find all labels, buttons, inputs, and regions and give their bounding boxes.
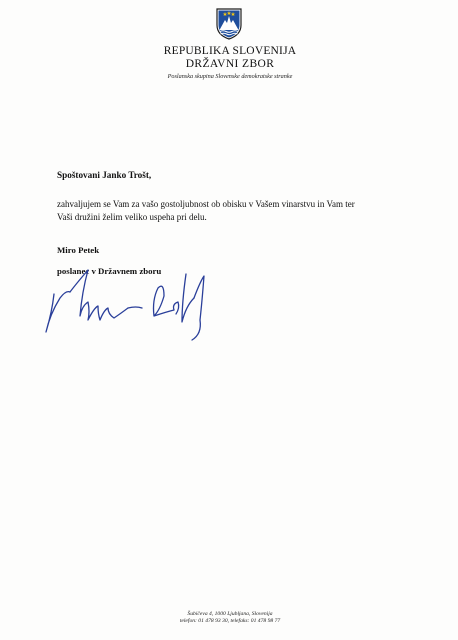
- footer-contact: telefon: 01 478 93 30, telefaks: 01 478 98 77: [179, 618, 281, 624]
- letterhead-country: REPUBLIKA SLOVENIJA: [163, 45, 297, 57]
- sender-role: poslanec v Državnem zboru: [57, 266, 162, 276]
- letter-footer: [140, 611, 320, 625]
- letterhead: [120, 45, 340, 82]
- slovenian-coat-of-arms-icon: [216, 8, 242, 40]
- letter-body-line: Vaši družini želim veliko uspeha pri delu.: [57, 211, 207, 222]
- letter-salutation: Spoštovani Janko Trošt,: [57, 170, 152, 180]
- handwritten-signature: [36, 252, 226, 344]
- sender-name: Miro Petek: [57, 245, 100, 255]
- letterhead-institution: DRŽAVNI ZBOR: [185, 58, 275, 70]
- letter-body: [57, 198, 429, 223]
- letter-body-line: zahvaljujem se Vam za vašo gostoljubnost ob obisku v Vašem vinarstvu in Vam ter: [57, 199, 355, 209]
- footer-address: Šubičeva 4, 1000 Ljubljana, Slovenija: [187, 611, 273, 617]
- letterhead-group: Poslanska skupina Slovenske demokratske stranke: [167, 73, 293, 80]
